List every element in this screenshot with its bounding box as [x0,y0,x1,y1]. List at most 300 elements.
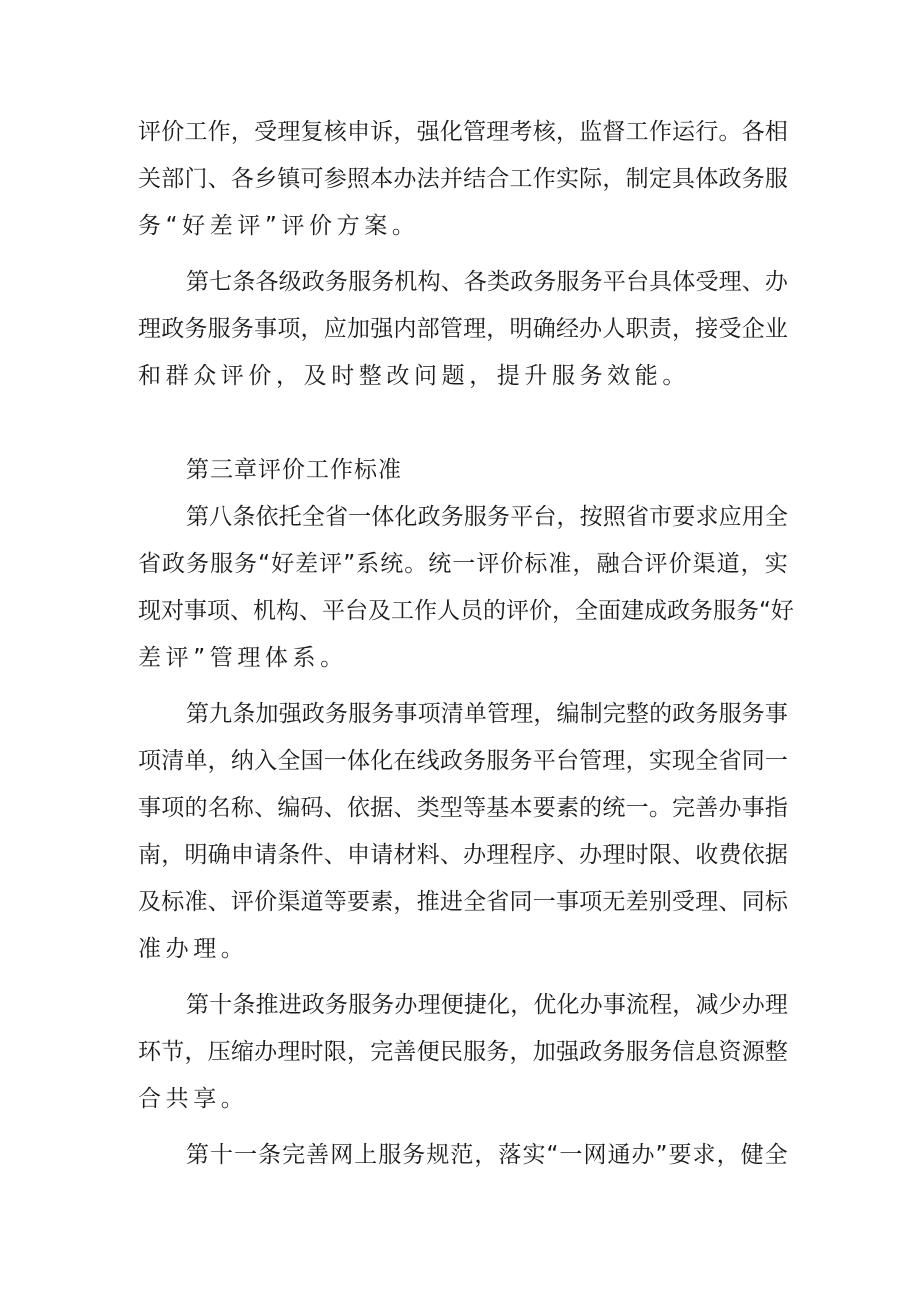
glyph: 化 [556,992,580,1018]
glyph: 台 [625,269,649,295]
glyph: 省 [718,748,742,774]
glyph: 第 [186,992,209,1018]
glyph: 第 [186,504,209,530]
glyph: 务 [602,1039,626,1065]
glyph: 务 [579,269,603,295]
glyph: 项 [579,889,603,915]
glyph: ， [716,1142,740,1168]
glyph: 镇 [277,166,301,192]
glyph: 、 [230,598,253,624]
glyph: 工 [391,598,414,624]
glyph: 全 [764,1142,788,1168]
glyph: 务 [234,551,258,577]
glyph: 人 [602,316,626,342]
glyph: 评 [138,119,161,145]
glyph: 政 [579,1039,603,1065]
glyph: 善 [393,1039,417,1065]
glyph: 际 [579,166,603,192]
glyph: 监 [579,119,603,145]
glyph: 善 [306,1142,330,1168]
glyph: ， [161,842,185,868]
glyph: 管 [439,316,463,342]
glyph: 职 [625,316,649,342]
glyph: 项 [161,795,185,821]
glyph: 务 [736,598,759,624]
glyph: 务 [487,504,511,530]
glyph: 具 [672,166,696,192]
glyph: 管 [579,748,603,774]
article-9-line [138,745,788,777]
glyph: 员 [460,598,483,624]
glyph: 理 [602,748,626,774]
glyph: 融 [596,551,620,577]
glyph: 制 [579,701,603,727]
glyph: 入 [254,748,278,774]
glyph: 价 [500,551,524,577]
glyph: 十 [210,1142,234,1168]
glyph: 要 [668,1142,692,1168]
glyph: 服 [348,992,372,1018]
glyph: 民 [439,1039,463,1065]
glyph: 管 [487,701,511,727]
glyph: 。 [648,795,672,821]
glyph: 全 [301,504,325,530]
glyph: 条 [232,701,256,727]
glyph: ， [230,119,254,145]
glyph: 本 [370,166,394,192]
glyph: 务 [371,269,395,295]
article-9-line [138,792,788,824]
glyph: 务 [402,1142,426,1168]
glyph: 、 [299,598,322,624]
glyph: 成 [644,598,667,624]
glyph: ， [486,316,510,342]
glyph: 推 [416,889,440,915]
glyph: 道 [716,551,740,577]
glyph: 现 [138,598,161,624]
glyph: 机 [253,598,276,624]
glyph: 工 [625,119,649,145]
glyph: 全 [463,889,487,915]
glyph: ” [343,551,356,577]
glyph: 建 [621,598,644,624]
glyph: 面 [598,598,621,624]
glyph: 服 [348,269,372,295]
glyph: 受 [695,269,719,295]
glyph: 体 [695,166,719,192]
glyph: 环 [138,1039,161,1065]
article-9-line [186,698,788,730]
glyph: 明 [184,842,208,868]
glyph: 项 [277,316,301,342]
glyph: 准 [548,551,572,577]
glyph: 服 [713,598,736,624]
glyph: 政 [667,598,690,624]
glyph: 办 [718,795,742,821]
glyph: 托 [278,504,302,530]
glyph: 标 [764,889,788,915]
glyph: 在 [393,748,417,774]
glyph: 务 [690,598,713,624]
glyph: 项 [417,701,441,727]
glyph: 体 [371,504,395,530]
glyph: 实 [555,166,579,192]
article-10-line: 合共享。 [138,1086,249,1112]
glyph: 政 [439,748,463,774]
glyph: 要 [346,889,370,915]
article-11-line [186,1139,788,1171]
glyph: 结 [463,166,487,192]
glyph: 理 [695,889,719,915]
glyph: 理 [463,316,487,342]
glyph: 节 [161,1039,185,1065]
glyph: 条 [232,269,256,295]
glyph: 服 [463,1039,487,1065]
glyph: 据 [764,842,788,868]
glyph: 条 [258,1142,282,1168]
glyph: 本 [509,795,533,821]
glyph: 全 [764,504,788,530]
glyph: 同 [741,748,765,774]
glyph: 务 [509,748,533,774]
glyph: 办 [579,992,603,1018]
glyph: 企 [741,316,765,342]
glyph: 务 [324,992,348,1018]
article-8-line [186,501,788,533]
glyph: 请 [254,842,278,868]
glyph: 收 [695,842,719,868]
glyph: 第 [186,701,209,727]
glyph: 及 [368,598,391,624]
glyph: 码 [300,795,324,821]
glyph: 、 [555,842,579,868]
article-7-line: 和群众评价，及时整改问题，提升服务效能。 [138,363,690,389]
glyph: 务 [486,1039,510,1065]
glyph: 素 [370,889,394,915]
glyph: 的 [184,795,208,821]
glyph: 同 [509,889,533,915]
glyph: 务 [184,316,208,342]
glyph: 事 [764,701,788,727]
glyph: ， [552,598,575,624]
glyph: 国 [300,748,324,774]
glyph: 理 [718,269,742,295]
glyph: ， [555,119,579,145]
glyph: 依 [255,504,279,530]
glyph: 构 [276,598,299,624]
glyph: 依 [346,795,370,821]
glyph: 务 [741,166,765,192]
glyph: 、 [741,269,765,295]
glyph: ， [740,551,764,577]
glyph: ， [346,1039,370,1065]
glyph: 标 [161,889,185,915]
glyph: 完 [672,795,696,821]
glyph: 服 [764,166,788,192]
glyph: 源 [741,1039,765,1065]
glyph: 纳 [230,748,254,774]
glyph: 务 [230,316,254,342]
glyph: 合 [620,551,644,577]
glyph: 息 [695,1039,719,1065]
glyph: 统 [428,551,452,577]
glyph: ， [556,504,580,530]
glyph: 时 [300,1039,324,1065]
article-8-line: 差评”管理体系。 [138,645,348,671]
glyph: 南 [138,842,161,868]
glyph: 申 [346,119,370,145]
glyph: 统 [380,551,404,577]
glyph: 据 [370,795,394,821]
glyph: ， [672,992,696,1018]
glyph: 政 [301,701,325,727]
glyph: 一 [323,748,347,774]
glyph: 好 [271,551,295,577]
glyph: 用 [741,504,765,530]
glyph: 具 [649,269,673,295]
glyph: 同 [741,889,765,915]
glyph: 务 [371,701,395,727]
glyph: ， [207,748,231,774]
glyph: 政 [301,269,325,295]
glyph: 作 [207,119,231,145]
glyph: 理 [486,119,510,145]
glyph: 对 [161,598,184,624]
glyph: 理 [277,1039,301,1065]
glyph: 的 [649,701,673,727]
glyph: 各 [255,269,279,295]
glyph: 确 [207,842,231,868]
glyph: 一 [348,504,372,530]
article-9-line [138,886,788,918]
glyph: 现 [672,748,696,774]
glyph: 化 [439,119,463,145]
glyph: 等 [463,795,487,821]
glyph: 请 [370,842,394,868]
glyph: 整 [625,701,649,727]
glyph: 申 [230,842,254,868]
glyph: 服 [378,1142,402,1168]
glyph: 七 [209,269,233,295]
glyph: 料 [416,842,440,868]
glyph: 清 [440,701,464,727]
glyph: 照 [602,504,626,530]
glyph: 核 [323,119,347,145]
glyph: 项 [138,748,161,774]
glyph: “ [546,1142,559,1168]
article-10-line [138,1036,788,1068]
glyph: 实 [522,1142,546,1168]
glyph: 费 [718,842,742,868]
glyph: 平 [322,598,345,624]
glyph: 要 [672,504,696,530]
glyph: 好 [770,598,794,624]
glyph: 办 [764,269,788,295]
glyph: 、 [393,795,417,821]
glyph: 落 [498,1142,522,1168]
glyph: ， [533,701,557,727]
glyph: 按 [579,504,603,530]
glyph: 缩 [230,1039,254,1065]
glyph: 省 [324,504,348,530]
glyph: 、 [254,795,278,821]
glyph: 评 [230,889,254,915]
glyph: 内 [393,316,417,342]
glyph: ， [393,119,417,145]
glyph: 部 [161,166,185,192]
glyph: 限 [323,1039,347,1065]
glyph: 、 [207,166,231,192]
glyph: 八 [209,504,233,530]
glyph: 优 [533,992,557,1018]
glyph: 务 [324,701,348,727]
glyph: 等 [323,889,347,915]
glyph: 通 [607,1142,631,1168]
glyph: 构 [417,269,441,295]
glyph: 理 [602,842,626,868]
glyph: ” [655,1142,668,1168]
glyph: ， [510,992,534,1018]
glyph: 台 [533,504,557,530]
glyph: 单 [463,701,487,727]
glyph: 政 [510,269,534,295]
glyph: 作 [414,598,437,624]
glyph: 级 [278,269,302,295]
glyph: 事 [138,795,161,821]
article-8-line [138,548,788,580]
glyph: 。 [404,551,428,577]
glyph: 化 [487,992,511,1018]
glyph: 服 [486,748,510,774]
glyph: 理 [138,316,161,342]
glyph: 务 [371,992,395,1018]
glyph: 接 [695,316,719,342]
glyph: 道 [300,889,324,915]
glyph: 受 [718,316,742,342]
glyph: 一 [234,1142,258,1168]
glyph: 第 [186,269,209,295]
glyph: 、 [440,269,464,295]
glyph: 门 [184,166,208,192]
glyph: 程 [509,842,533,868]
glyph: 经 [555,316,579,342]
glyph: 项 [207,598,230,624]
glyph: 政 [162,551,186,577]
chapter-heading: 第三章评价工作标准 [186,457,402,483]
glyph: 申 [346,842,370,868]
glyph: 统 [602,795,626,821]
glyph: 事 [555,889,579,915]
glyph: 一 [625,795,649,821]
glyph: 、 [207,889,231,915]
glyph: 依 [741,842,765,868]
glyph: 信 [672,1039,696,1065]
glyph: 确 [532,316,556,342]
glyph: 减 [695,992,719,1018]
glyph: 标 [524,551,548,577]
glyph: 限 [648,842,672,868]
glyph: 理 [764,992,788,1018]
glyph: 条 [232,504,256,530]
glyph: 事 [741,795,765,821]
glyph: 全 [575,598,598,624]
paragraph-line: 务“好差评”评价方案。 [138,213,420,239]
glyph: 政 [417,504,441,530]
article-7-line [186,266,788,298]
glyph: 评 [644,551,668,577]
article-9-line: 准办理。 [138,936,249,962]
glyph: 的 [483,598,506,624]
glyph: 服 [348,701,372,727]
glyph: 材 [393,842,417,868]
glyph: 部 [416,316,440,342]
glyph: 办 [254,1039,278,1065]
glyph: 体 [672,269,696,295]
glyph: 及 [138,889,161,915]
glyph: 加 [255,701,279,727]
glyph: 、 [323,795,347,821]
glyph: 。 [718,119,742,145]
glyph: 应 [718,504,742,530]
glyph: 加 [532,1039,556,1065]
glyph: 办 [394,992,418,1018]
glyph: 业 [764,316,788,342]
glyph: 台 [345,598,368,624]
glyph: 指 [764,795,788,821]
glyph: 务 [741,701,765,727]
glyph: 完 [370,1039,394,1065]
glyph: 务 [440,504,464,530]
glyph: ， [672,316,696,342]
glyph: 完 [282,1142,306,1168]
glyph: 强 [416,119,440,145]
glyph: 政 [718,166,742,192]
glyph: 规 [426,1142,450,1168]
article-8-line [138,595,794,627]
glyph: 督 [602,119,626,145]
glyph: 定 [648,166,672,192]
glyph: 政 [301,992,325,1018]
glyph: 压 [207,1039,231,1065]
glyph: 工 [509,166,533,192]
glyph: 件 [300,842,324,868]
glyph: 理 [277,119,301,145]
glyph: 上 [354,1142,378,1168]
glyph: 行 [695,119,719,145]
glyph: 应 [323,316,347,342]
glyph: 运 [672,119,696,145]
glyph: 一 [452,551,476,577]
glyph: 类 [416,795,440,821]
glyph: 要 [532,795,556,821]
glyph: 评 [506,598,529,624]
glyph: 受 [254,119,278,145]
glyph: 核 [532,119,556,145]
glyph: 法 [416,166,440,192]
glyph: 务 [695,701,719,727]
glyph: 善 [695,795,719,821]
glyph: 照 [346,166,370,192]
glyph: 工 [184,119,208,145]
glyph: 复 [300,119,324,145]
glyph: 别 [648,889,672,915]
glyph: 健 [740,1142,764,1168]
glyph: “ [759,598,771,624]
glyph: 序 [532,842,556,868]
glyph: 的 [579,795,603,821]
glyph: 人 [437,598,460,624]
glyph: 可 [300,166,324,192]
